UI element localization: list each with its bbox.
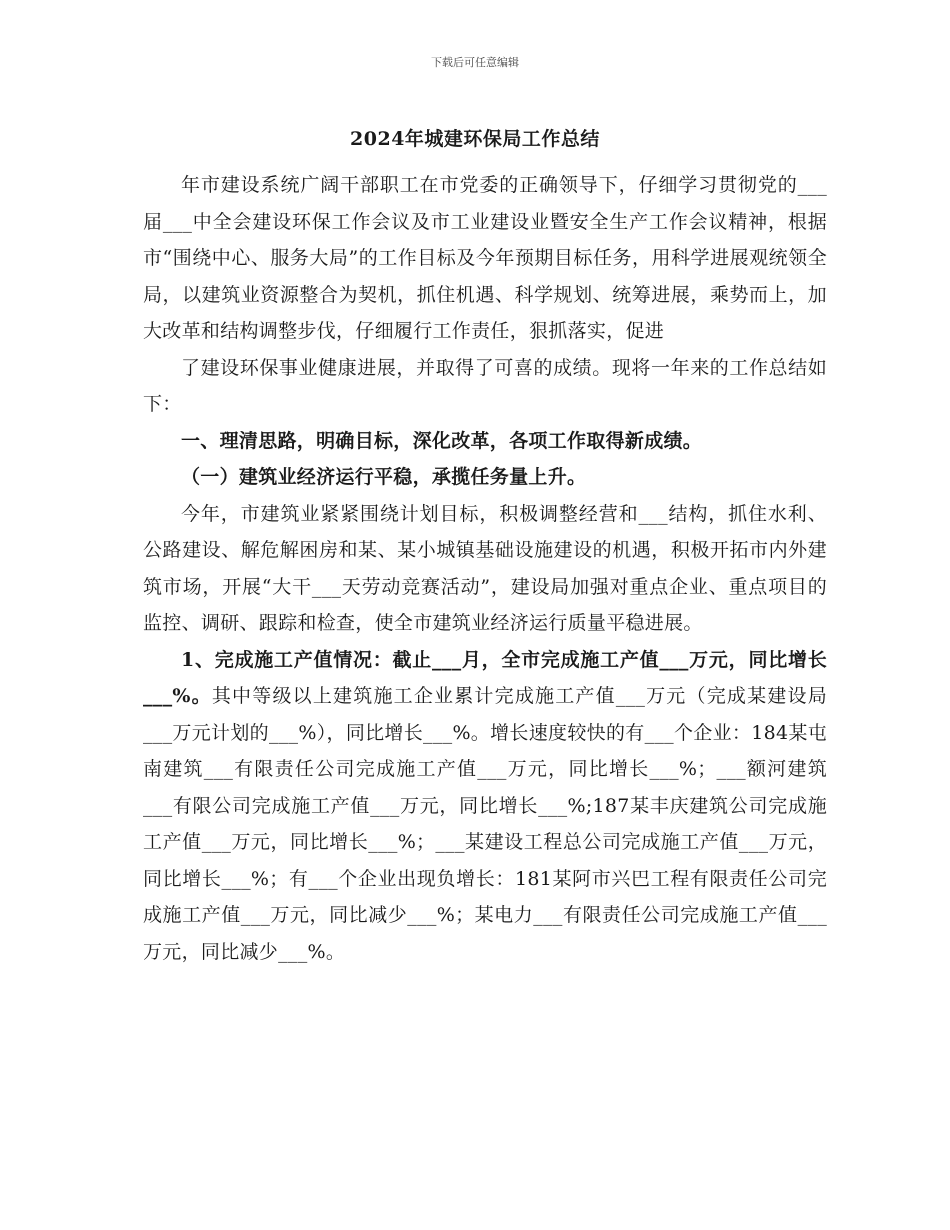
- section-heading-1: 一、理清思路，明确目标，深化改革，各项工作取得新成绩。: [181, 429, 703, 452]
- document-body: [143, 167, 827, 970]
- paragraph-output-value-lead: 1、完成施工产值情况：截止___月，全市完成施工产值___万元，同比增长___%。: [143, 648, 827, 707]
- subsection-heading-1: （一）建筑业经济运行平稳，承揽任务量上升。: [181, 466, 587, 488]
- paragraph-intro-continued: 了建设环保事业健康进展，并取得了可喜的成绩。现将一年来的工作总结如下：: [143, 356, 827, 415]
- document-title: 2024年城建环保局工作总结: [350, 128, 600, 150]
- paragraph-output-value: [143, 642, 827, 971]
- paragraph-construction-economy: 今年，市建筑业紧紧围绕计划目标，积极调整经营和___结构，抓住水利、公路建设、解危解困房和某、某小城镇基础设施建设的机遇，积极开拓市内外建筑市场，开展“大干___天劳动竞赛活动”，建设局加强对重点企业、重点项目的监控、调研、跟踪和检查，使全市建筑业经济运行质量平稳进展。: [143, 502, 827, 634]
- paragraph-intro: 年市建设系统广阔干部职工在市党委的正确领导下，仔细学习贯彻党的___届___中全会建设环保工作会议及市工业建设业暨安全生产工作会议精神，根据市“围绕中心、服务大局”的工作目标及今年预期目标任务，用科学进展观统领全局，以建筑业资源整合为契机，抓住机遇、科学规划、统筹进展，乘势而上，加大改革和结构调整步伐，仔细履行工作责任，狠抓落实，促进: [143, 174, 827, 342]
- paragraph-output-value-detail: 其中等级以上建筑施工企业累计完成施工产值___万元（完成某建设局___万元计划的___%），同比增长___%。增长速度较快的有___个企业：184某屯南建筑___有限责任公司完成施工产值___万元，同比增长___%；___额河建筑___有限公司完成施工产值___万元，同比增长___%;187某丰庆建筑公司完成施工产值___万元，同比增长___%；___某建设工程总公司完成施工产值___万元，同比增长___%；有___个企业出现负增长：181某阿市兴巴工程有限责任公司完成施工产值___万元，同比减少___%；某电力___有限责任公司完成施工产值___万元，同比减少___%。: [143, 685, 827, 963]
- page-header-note: 下载后可任意编辑: [431, 56, 519, 69]
